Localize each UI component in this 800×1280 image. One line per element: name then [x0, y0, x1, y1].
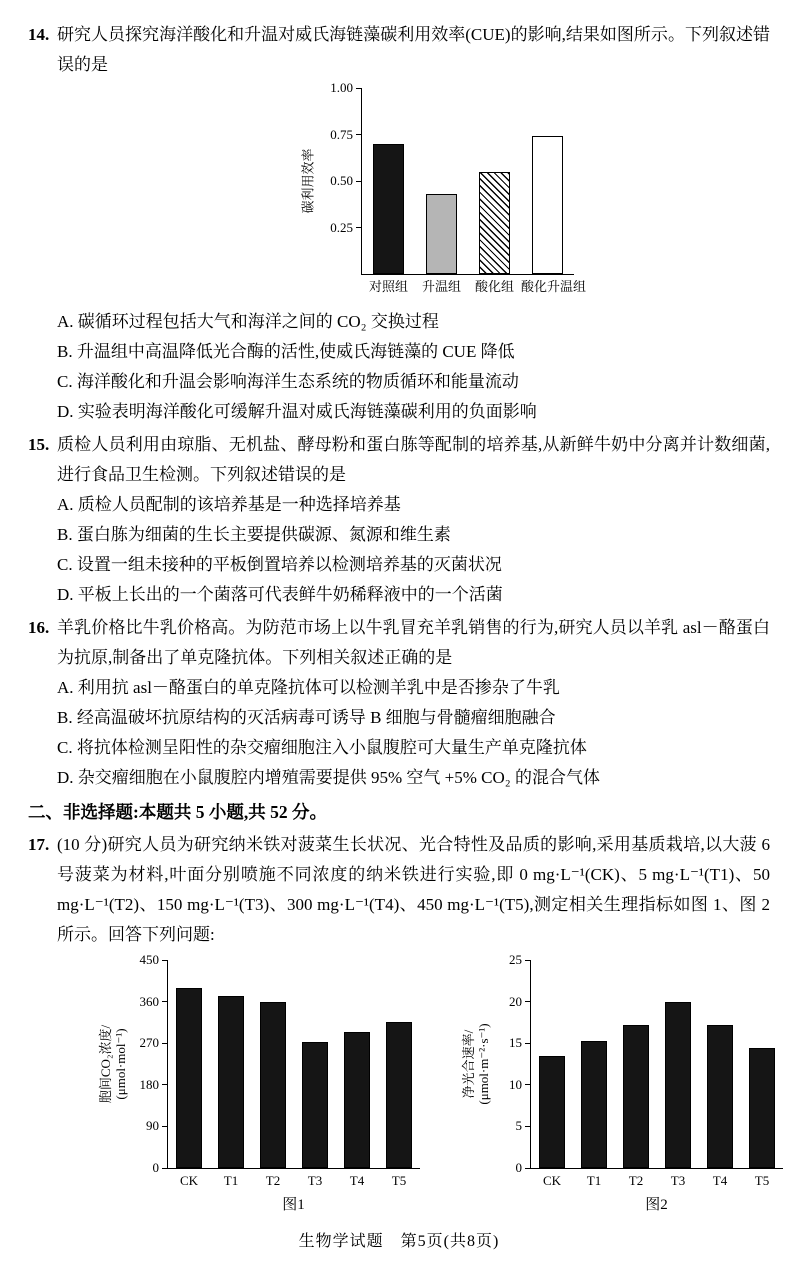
- figure-caption: 图1: [282, 1197, 305, 1213]
- y-axis-label: [98, 1025, 128, 1103]
- page-footer: 生物学试题 第5页(共8页): [298, 1233, 500, 1250]
- y-axis-label: [301, 148, 316, 213]
- x-tick-label: T3: [307, 1173, 323, 1188]
- y-tick-label: 25: [509, 952, 522, 967]
- y-axis: [131, 952, 167, 1175]
- x-tick-label: T5: [754, 1173, 770, 1188]
- option-a: A. 利用抗 asl－酪蛋白的单克隆抗体可以检测羊乳中是否掺杂了牛乳: [57, 678, 560, 697]
- x-tick-label: T3: [670, 1173, 686, 1188]
- y-axis-label-line: (μmol·m⁻²·s⁻¹): [476, 1023, 491, 1105]
- question-number: 17.: [28, 835, 50, 854]
- x-tick-label: CK: [542, 1173, 562, 1188]
- plot-area: [167, 960, 420, 1188]
- y-axis: [319, 80, 361, 274]
- y-axis-label-column: [297, 88, 319, 274]
- question-stem: 羊乳价格比牛乳价格高。为防范市场上以牛乳冒充羊乳销售的行为,研究人员以羊乳 asl－酪蛋白为抗原,制备出了单克隆抗体。下列相关叙述正确的是: [57, 618, 770, 667]
- question-number: 16.: [28, 618, 50, 637]
- x-tick-label: T4: [349, 1173, 365, 1188]
- y-axis-label-line: 胞间CO₂浓度/: [98, 1024, 113, 1104]
- bar-酸化升温组: [532, 136, 564, 274]
- y-axis-label-column: [95, 960, 131, 1168]
- y-tick-label: 180: [139, 1076, 159, 1092]
- y-axis-label-line: (μmol·mol⁻¹): [113, 1028, 128, 1100]
- question-stem: 质检人员利用由琼脂、无机盐、酵母粉和蛋白胨等配制的培养基,从新鲜牛奶中分离并计数细菌,进行食品卫生检测。下列叙述错误的是: [57, 435, 770, 484]
- plot-area: [361, 88, 587, 294]
- net-photosynthesis-chart: [458, 952, 783, 1214]
- option-a: A. 碳循环过程包括大气和海洋之间的 CO₂ 交换过程: [57, 312, 439, 331]
- x-tick-label: 对照组: [368, 279, 408, 294]
- y-tick-label: 0.25: [330, 219, 353, 235]
- y-tick-label: 20: [509, 993, 522, 1009]
- bar-酸化组: [479, 172, 511, 274]
- bar-T3: [302, 1042, 327, 1168]
- question-stem: 研究人员探究海洋酸化和升温对威氏海链藻碳利用效率(CUE)的影响,结果如图所示。下列叙述错误的是: [57, 25, 770, 74]
- question-number: 14.: [28, 25, 50, 44]
- y-axis: [494, 952, 530, 1175]
- x-tick-label: 升温组: [421, 279, 461, 294]
- figure-caption: 图2: [645, 1197, 668, 1213]
- x-tick-label: T4: [712, 1173, 728, 1188]
- y-tick-label: 450: [139, 952, 159, 967]
- question-14: [28, 20, 770, 427]
- bar-T4: [707, 1025, 732, 1168]
- y-axis-label-line: 碳利用效率: [300, 148, 316, 214]
- option-d: D. 实验表明海洋酸化可缓解升温对威氏海链藻碳利用的负面影响: [57, 402, 537, 421]
- option-c: C. 海洋酸化和升温会影响海洋生态系统的物质循环和能量流动: [57, 372, 519, 391]
- bar-T5: [386, 1022, 411, 1168]
- y-tick-label: 0.75: [330, 126, 353, 142]
- intercellular-co2-chart: [95, 952, 420, 1214]
- plot-area: [530, 960, 783, 1188]
- question-15: [28, 430, 770, 610]
- y-tick-label: 1.00: [330, 80, 353, 95]
- bar-T4: [344, 1032, 369, 1168]
- x-tick-label: T2: [628, 1173, 644, 1188]
- question-number: 15.: [28, 435, 50, 454]
- y-tick-label: 0.50: [330, 173, 353, 188]
- y-axis-label: [461, 1023, 491, 1104]
- option-c: C. 设置一组未接种的平板倒置培养以检测培养基的灭菌状况: [57, 555, 502, 574]
- y-tick-label: 360: [139, 993, 159, 1009]
- bar-T1: [581, 1041, 606, 1168]
- q17-charts: [95, 952, 770, 1214]
- bar-T5: [749, 1048, 774, 1168]
- bar-CK: [539, 1056, 564, 1168]
- y-tick-label: 270: [139, 1035, 159, 1051]
- y-tick-label: 15: [509, 1035, 522, 1051]
- bar-T1: [218, 996, 243, 1168]
- x-tick-label: CK: [179, 1173, 199, 1188]
- y-tick-label: 0: [152, 1160, 159, 1175]
- bar-T3: [665, 1002, 690, 1168]
- x-tick-label: 酸化升温组: [521, 279, 587, 294]
- y-axis-label-column: [458, 960, 494, 1168]
- option-c: C. 将抗体检测呈阳性的杂交瘤细胞注入小鼠腹腔可大量生产单克隆抗体: [57, 738, 587, 757]
- bar-升温组: [426, 194, 458, 274]
- cue-bar-chart: [297, 80, 770, 301]
- y-tick-label: 10: [509, 1076, 522, 1092]
- x-tick-label: T5: [391, 1173, 407, 1188]
- section-2-header: 二、非选择题:本题共 5 小题,共 52 分。: [28, 802, 327, 822]
- option-a: A. 质检人员配制的该培养基是一种选择培养基: [57, 495, 401, 514]
- x-tick-label: T1: [223, 1173, 239, 1188]
- option-b: B. 升温组中高温降低光合酶的活性,使威氏海链藻的 CUE 降低: [57, 342, 515, 361]
- option-b: B. 经高温破坏抗原结构的灭活病毒可诱导 B 细胞与骨髓瘤细胞融合: [57, 708, 556, 727]
- plot-wrap: [361, 88, 587, 301]
- option-d: D. 平板上长出的一个菌落可代表鲜牛奶稀释液中的一个活菌: [57, 585, 503, 604]
- x-tick-label: T2: [265, 1173, 281, 1188]
- bar-对照组: [373, 144, 405, 274]
- x-tick-label: 酸化组: [474, 279, 514, 294]
- y-tick-label: 5: [515, 1118, 522, 1134]
- question-stem: (10 分)研究人员为研究纳米铁对菠菜生长状况、光合特性及品质的影响,采用基质栽培,以大菠 6 号菠菜为材料,叶面分别喷施不同浓度的纳米铁进行实验,即 0 mg·L⁻¹(CK)、5 mg·L⁻¹(T1)、50 mg·L⁻¹(T2)、150 mg·L⁻¹(T3)、300 mg·L⁻¹(T4)、450 mg·L⁻¹(T5),测定相关生理指标如图 1、图 2 所示。回答下列问题:: [57, 835, 770, 944]
- bar-CK: [176, 988, 201, 1168]
- option-d: D. 杂交瘤细胞在小鼠腹腔内增殖需要提供 95% 空气 +5% CO₂ 的混合气体: [57, 768, 600, 787]
- question-17: [28, 830, 770, 1214]
- plot-wrap: [530, 960, 783, 1214]
- bar-T2: [623, 1025, 648, 1168]
- y-tick-label: 0: [515, 1160, 522, 1175]
- x-tick-label: T1: [586, 1173, 602, 1188]
- bar-T2: [260, 1002, 285, 1168]
- plot-wrap: [167, 960, 420, 1214]
- y-tick-label: 90: [146, 1118, 159, 1134]
- option-b: B. 蛋白胨为细菌的生长主要提供碳源、氮源和维生素: [57, 525, 451, 544]
- question-16: [28, 613, 770, 793]
- y-axis-label-line: 净光合速率/: [461, 1029, 476, 1099]
